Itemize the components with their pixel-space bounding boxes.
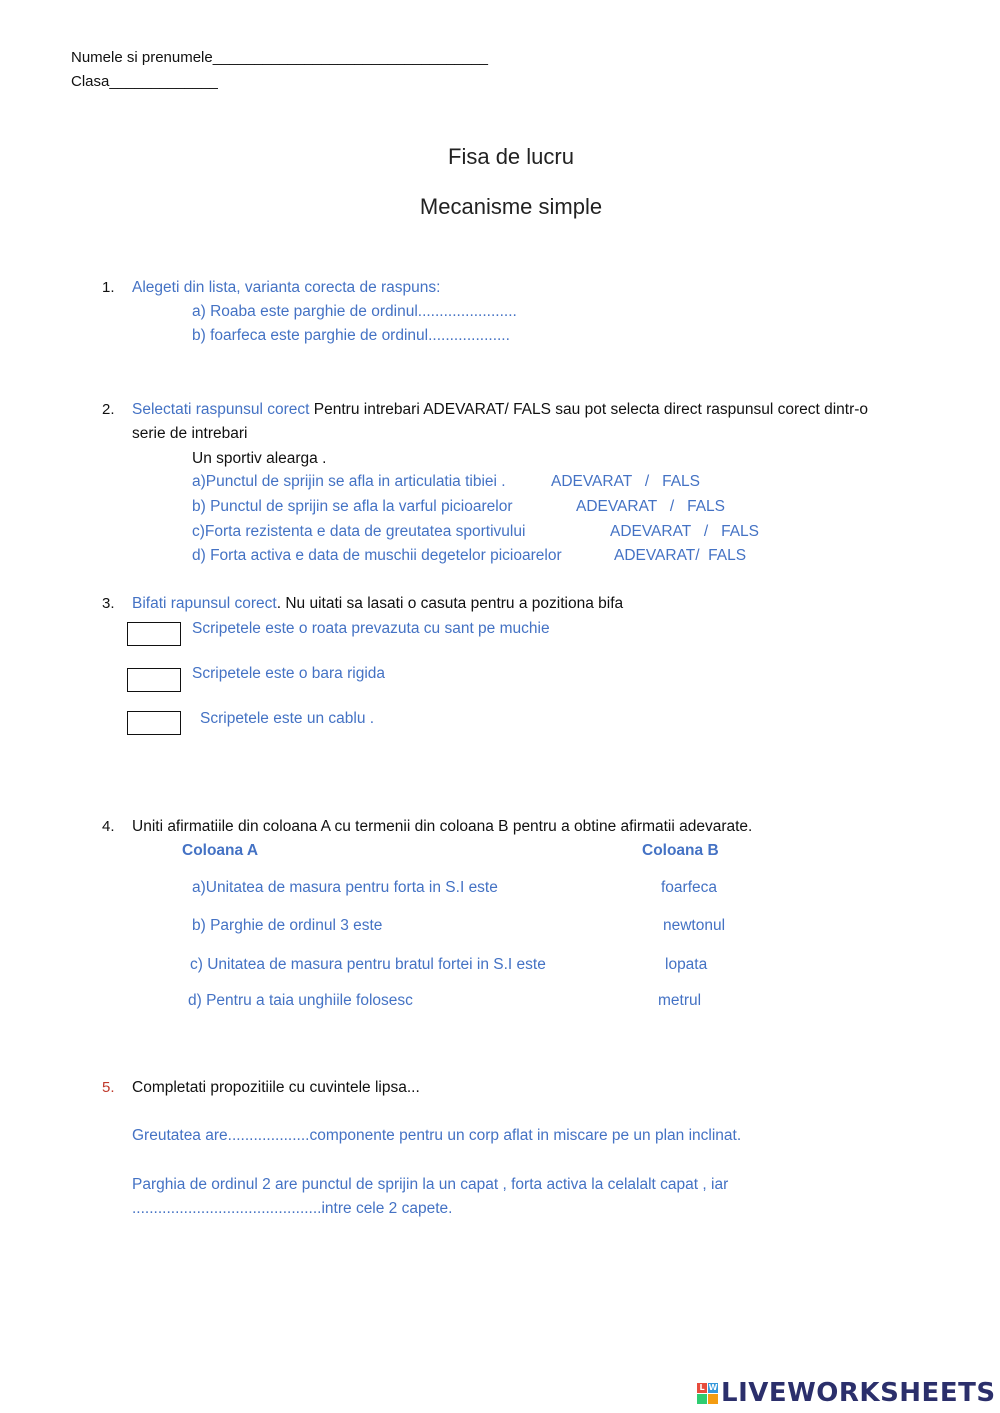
question-2-item-a: a)Punctul de sprijin se afla in articulatia tibiei . [192, 473, 506, 490]
question-2-item-c-answer[interactable]: ADEVARAT / FALS [610, 523, 760, 540]
question-1-item-a[interactable]: a) Roaba este parghie de ordinul....................... [192, 303, 517, 320]
question-2-item-a-answer[interactable]: ADEVARAT / FALS [551, 473, 701, 490]
question-5-number: 5. [102, 1079, 115, 1096]
column-a-item-b[interactable]: b) Parghie de ordinul 3 este [192, 917, 383, 934]
liveworksheets-logo-text: LIVEWORKSHEETS [721, 1378, 996, 1408]
question-2-item-d-answer[interactable]: ADEVARAT/ FALS [614, 547, 747, 564]
column-b-header: Coloana B [642, 842, 719, 859]
column-b-item-1[interactable]: foarfeca [661, 879, 718, 896]
column-a-header: Coloana A [182, 842, 259, 859]
question-4-prompt: Uniti afirmatiile din coloana A cu termenii din coloana B pentru a obtine afirmatii adevarate. [132, 818, 753, 835]
question-2-prompt-line2: serie de intrebari [132, 425, 248, 442]
question-2-prompt [132, 401, 868, 419]
question-1-number: 1. [102, 279, 115, 296]
name-field-line: Numele si prenumele_________________________________ [71, 49, 489, 66]
question-3-prompt [132, 595, 623, 613]
liveworksheets-logo-icon [697, 1383, 718, 1404]
question-3-option-2: Scripetele este o bara rigida [192, 665, 386, 682]
question-1-prompt: Alegeti din lista, varianta corecta de raspuns: [132, 279, 441, 296]
column-b-item-2[interactable]: newtonul [663, 917, 726, 934]
question-2-item-b-answer[interactable]: ADEVARAT / FALS [576, 498, 726, 515]
question-2-prompt-highlight: Selectati raspunsul corect [132, 401, 310, 418]
column-a-item-d[interactable]: d) Pentru a taia unghiile folosesc [188, 992, 413, 1009]
question-1-item-b[interactable]: b) foarfeca este parghie de ordinul................... [192, 327, 510, 344]
question-3-prompt-highlight: Bifati rapunsul corect [132, 595, 277, 612]
question-3-prompt-rest: . Nu uitati sa lasati o casuta pentru a pozitiona bifa [276, 595, 624, 612]
question-2-item-c: c)Forta rezistenta e data de greutatea sportivului [192, 523, 526, 540]
question-2-number: 2. [102, 401, 115, 418]
column-a-item-c[interactable]: c) Unitatea de masura pentru bratul fortei in S.I este [190, 956, 546, 973]
checkbox-option-3[interactable] [127, 711, 181, 735]
column-b-item-4[interactable]: metrul [658, 992, 702, 1009]
question-5-sentence-2-line-2[interactable]: ............................................intre cele 2 capete. [132, 1200, 453, 1217]
liveworksheets-logo [697, 1378, 996, 1408]
page-subtitle: Mecanisme simple [419, 194, 603, 219]
checkbox-option-1[interactable] [127, 622, 181, 646]
question-3-option-1: Scripetele este o roata prevazuta cu sant pe muchie [192, 620, 550, 637]
question-3-option-3: Scripetele este un cablu . [200, 710, 375, 727]
logo-mark-cell: W [708, 1382, 718, 1392]
question-2-item-d: d) Forta activa e data de muschii degetelor picioarelor [192, 547, 562, 564]
class-field-line: Clasa_____________ [71, 73, 218, 90]
column-a-item-a[interactable]: a)Unitatea de masura pentru forta in S.I este [192, 879, 498, 896]
question-5-prompt: Completati propozitiile cu cuvintele lipsa... [132, 1079, 420, 1096]
question-5-sentence-1[interactable]: Greutatea are...................componente pentru un corp aflat in miscare pe un plan inclinat. [132, 1127, 742, 1144]
logo-mark-cell [697, 1394, 707, 1404]
question-4-number: 4. [102, 818, 115, 835]
logo-mark-cell [708, 1394, 718, 1404]
question-3-number: 3. [102, 595, 115, 612]
question-2-item-b: b) Punctul de sprijin se afla la varful picioarelor [192, 498, 513, 515]
question-2-prompt-rest: Pentru intrebari ADEVARAT/ FALS sau pot selecta direct raspunsul corect dintr-o [309, 401, 869, 418]
question-5-sentence-2-line-1: Parghia de ordinul 2 are punctul de sprijin la un capat , forta activa la celalalt capat , iar [132, 1176, 729, 1193]
page-title: Fisa de lucru [448, 144, 574, 169]
checkbox-option-2[interactable] [127, 668, 181, 692]
column-b-item-3[interactable]: lopata [665, 956, 708, 973]
question-2-intro: Un sportiv alearga . [192, 450, 327, 467]
logo-mark-cell: L [697, 1383, 707, 1393]
